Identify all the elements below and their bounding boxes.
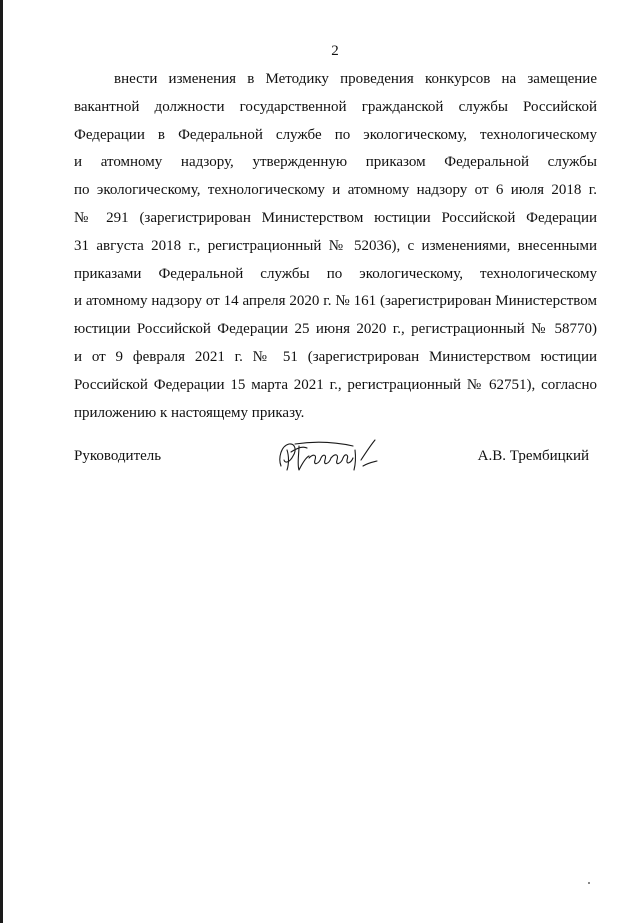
body-line: вакантной должности государственной гражданской службы Российской <box>74 98 597 115</box>
body-line: и от 9 февраля 2021 г. № 51 (зарегистрирован Министерством юстиции <box>74 348 597 365</box>
body-line: и атомному надзору от 14 апреля 2020 г. № 161 (зарегистрирован Министерством <box>74 293 597 310</box>
scan-artifact <box>588 882 590 884</box>
body-line: юстиции Российской Федерации 25 июня 2020 г., регистрационный № 58770) <box>74 321 597 338</box>
body-line: приложению к настоящему приказу. <box>74 404 305 421</box>
body-line: № 291 (зарегистрирован Министерством юстиции Российской Федерации <box>74 209 597 226</box>
body-line: по экологическому, технологическому и атомному надзору от 6 июля 2018 г. <box>74 182 597 199</box>
body-line: Российской Федерации 15 марта 2021 г., регистрационный № 62751), согласно <box>74 376 597 393</box>
handwritten-signature <box>275 436 380 476</box>
body-line: и атомному надзору, утвержденную приказом Федеральной службы <box>74 154 597 171</box>
scan-page-edge <box>0 0 3 923</box>
signer-position: Руководитель <box>74 448 162 464</box>
body-line: внести изменения в Методику проведения конкурсов на замещение <box>114 71 597 87</box>
signature-block <box>74 436 589 476</box>
body-line: 31 августа 2018 г., регистрационный № 52036), с изменениями, внесенными <box>74 237 597 254</box>
signer-name: А.В. Трембицкий <box>477 448 589 464</box>
order-body-text <box>74 66 597 427</box>
page-number: 2 <box>331 43 339 59</box>
body-line: приказами Федеральной службы по экологическому, технологическому <box>74 265 597 282</box>
body-line: Федерации в Федеральной службе по экологическому, технологическому <box>74 126 597 143</box>
